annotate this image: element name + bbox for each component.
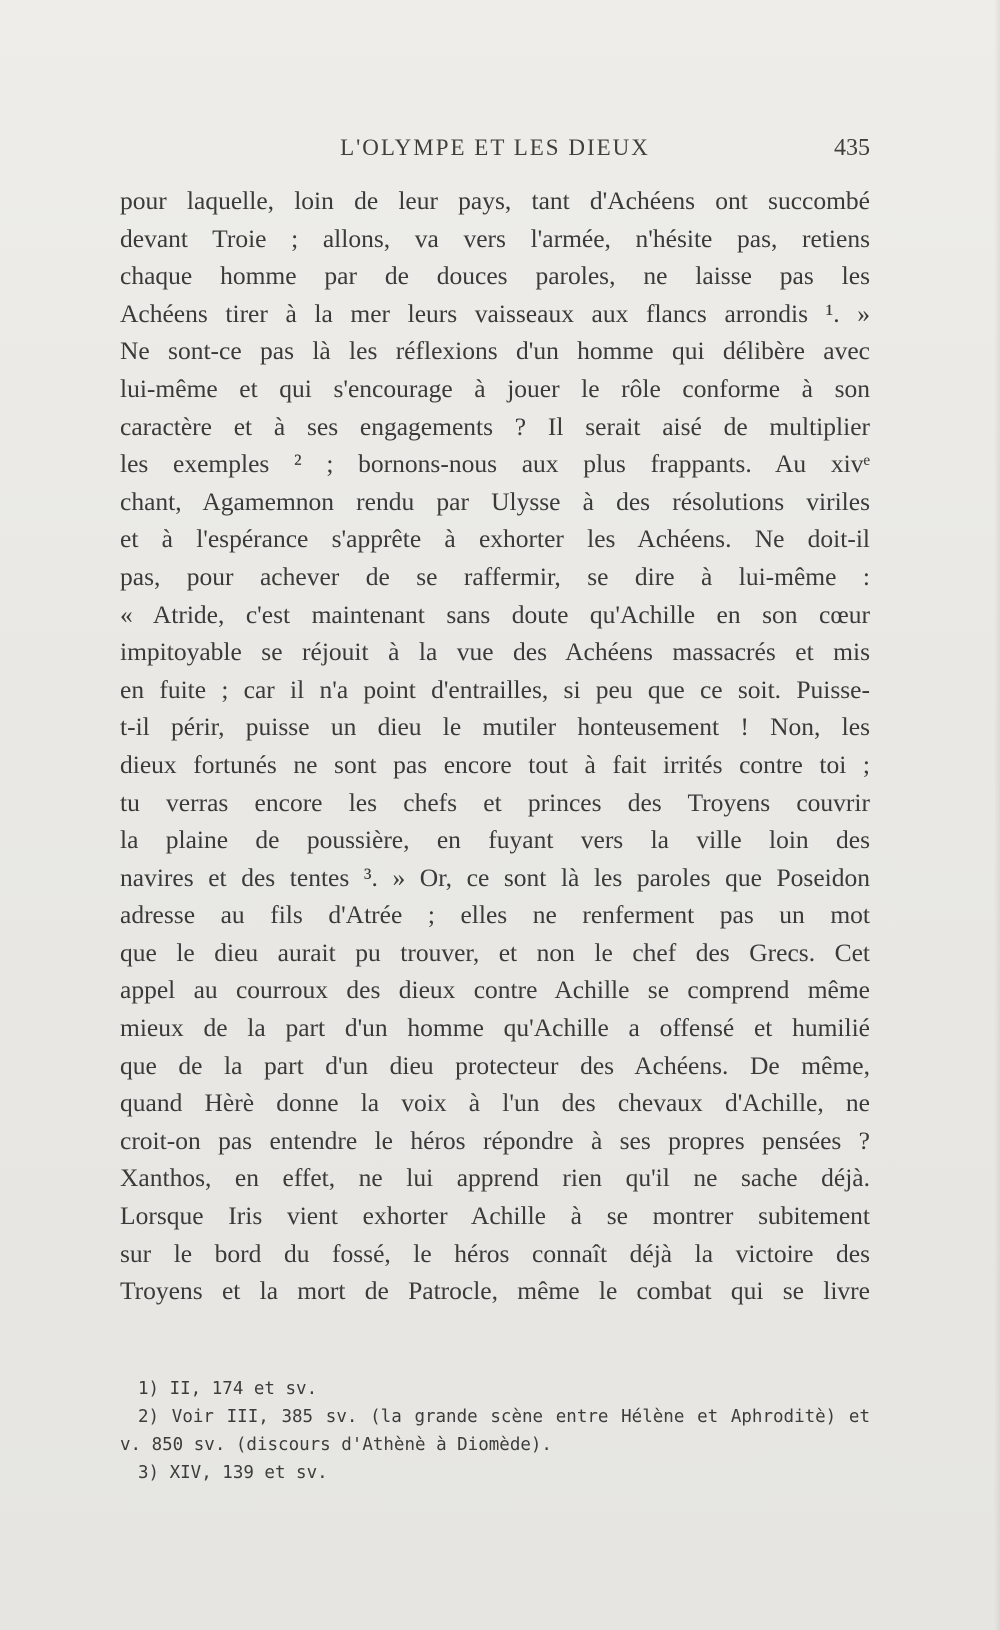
text-line: sur le bord du fossé, le héros connaît déjà la victoire des	[120, 1238, 870, 1268]
text-line: chant, Agamemnon rendu par Ulysse à des résolutions viriles	[120, 486, 870, 516]
text-line: impitoyable se réjouit à la vue des Achéens massacrés et mis	[120, 637, 870, 667]
text-line: dieux fortunés ne sont pas encore tout à fait irrités contre toi ;	[120, 749, 870, 779]
running-head	[120, 135, 870, 169]
text-line: Ne sont-ce pas là les réflexions d'un homme qui délibère avec	[120, 336, 870, 366]
text-line: t-il périr, puisse un dieu le mutiler honteusement ! Non, les	[120, 712, 870, 742]
text-line: quand Hèrè donne la voix à l'un des chevaux d'Achille, ne	[120, 1088, 870, 1118]
page-number: 435	[834, 135, 870, 161]
text-line: que de la part d'un dieu protecteur des Achéens. De même,	[120, 1050, 870, 1080]
text-line: les exemples ² ; bornons-nous aux plus frappants. Au xivᵉ	[120, 449, 870, 479]
footnote: 2) Voir III, 385 sv. (la grande scène entre Hélène et Aphroditè) et	[138, 1407, 870, 1427]
body-text	[120, 182, 870, 1310]
footnote: 1) II, 174 et sv.	[138, 1379, 318, 1399]
text-line: pas, pour achever de se raffermir, se dire à lui-même :	[120, 561, 870, 591]
text-line: en fuite ; car il n'a point d'entrailles, si peu que ce soit. Puisse-	[120, 674, 870, 704]
footnote: 3) XIV, 139 et sv.	[138, 1463, 328, 1483]
text-line: navires et des tentes ³. » Or, ce sont là les paroles que Poseidon	[120, 862, 870, 892]
running-title: L'OLYMPE ET LES DIEUX	[340, 135, 650, 160]
text-line: Lorsque Iris vient exhorter Achille à se montrer subitement	[120, 1201, 870, 1231]
text-line: pour laquelle, loin de leur pays, tant d'Achéens ont succombé	[120, 186, 870, 215]
footnotes	[120, 1375, 870, 1487]
text-line: « Atride, c'est maintenant sans doute qu'Achille en son cœur	[120, 599, 870, 629]
text-line: croit-on pas entendre le héros répondre à ses propres pensées ?	[120, 1125, 870, 1155]
text-line: devant Troie ; allons, va vers l'armée, n'hésite pas, retiens	[120, 223, 870, 253]
text-line: et à l'espérance s'apprête à exhorter les Achéens. Ne doit-il	[120, 524, 870, 554]
text-line: mieux de la part d'un homme qu'Achille a offensé et humilié	[120, 1013, 870, 1043]
text-line: que le dieu aurait pu trouver, et non le chef des Grecs. Cet	[120, 937, 870, 967]
text-line: Achéens tirer à la mer leurs vaisseaux aux flancs arrondis ¹. »	[120, 298, 870, 328]
footnote-continuation: v. 850 sv. (discours d'Athènè à Diomède).	[120, 1435, 552, 1455]
text-line: tu verras encore les chefs et princes des Troyens couvrir	[120, 787, 870, 817]
text-line: Xanthos, en effet, ne lui apprend rien qu'il ne sache déjà.	[120, 1163, 870, 1193]
text-line: lui-même et qui s'encourage à jouer le rôle conforme à son	[120, 373, 870, 403]
text-line: caractère et à ses engagements ? Il serait aisé de multiplier	[120, 411, 870, 441]
text-line: chaque homme par de douces paroles, ne laisse pas les	[120, 261, 870, 291]
text-line: appel au courroux des dieux contre Achille se comprend même	[120, 975, 870, 1005]
text-line: Troyens et la mort de Patrocle, même le combat qui se livre	[120, 1276, 870, 1306]
text-line: la plaine de poussière, en fuyant vers la ville loin des	[120, 825, 870, 855]
text-line: adresse au fils d'Atrée ; elles ne renferment pas un mot	[120, 900, 870, 930]
